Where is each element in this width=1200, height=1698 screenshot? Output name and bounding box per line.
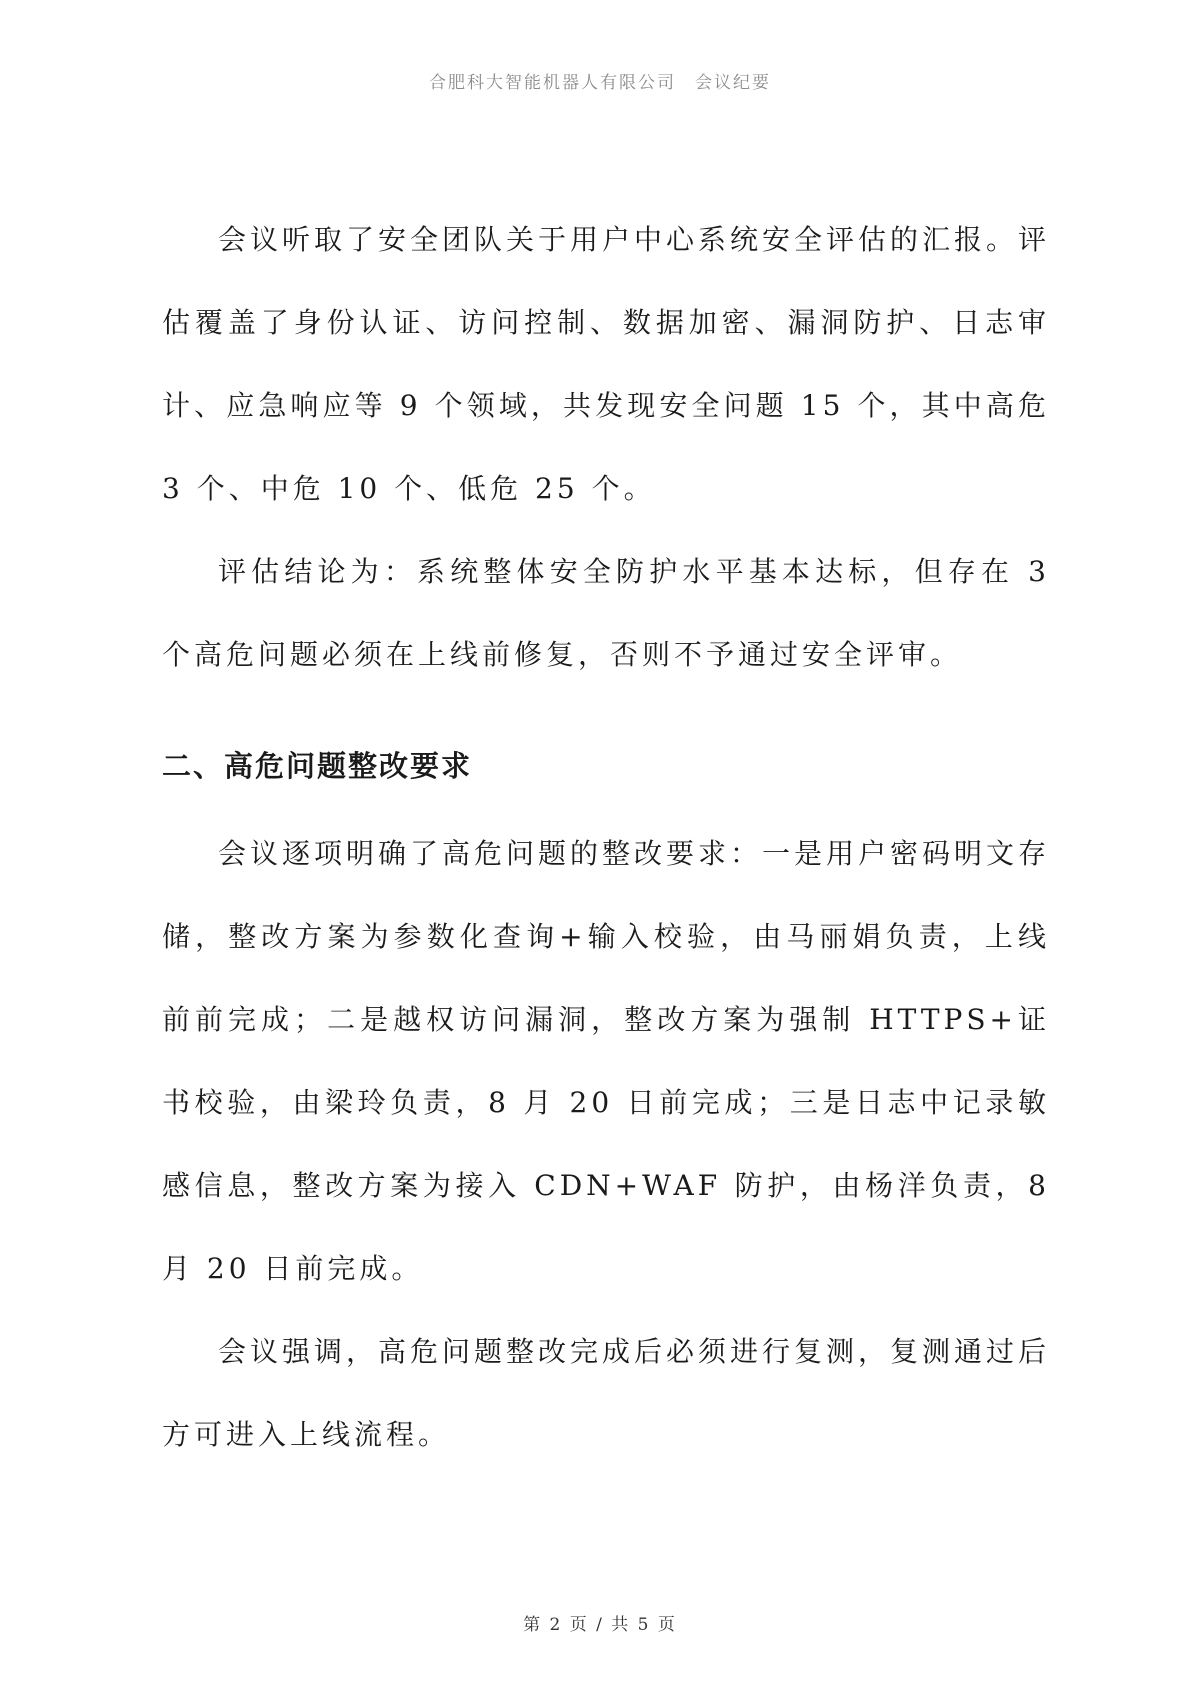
paragraph-assessment-report: 会议听取了安全团队关于用户中心系统安全评估的汇报。评估覆盖了身份认证、访问控制、数据加密、漏洞防护、日志审计、应急响应等 9 个领域，共发现安全问题 15 个，其中高危 3 个、中危 10 个、低危 25 个。 [162, 223, 1051, 505]
page-number: 第 2 页 / 共 5 页 [523, 1615, 677, 1635]
section-heading: 二、高危问题整改要求 [162, 749, 473, 783]
paragraph-remediation-requirements: 会议逐项明确了高危问题的整改要求：一是用户密码明文存储，整改方案为参数化查询+输入校验，由马丽娟负责，上线前前完成；二是越权访问漏洞，整改方案为强制 HTTPS+证书校验，由梁玲负责，8 月 20 日前完成；三是日志中记录敏感信息，整改方案为接入 CDN+WAF 防护，由杨洋负责，8 月 20 日前完成。 [162, 837, 1051, 1285]
page-header: 合肥科大智能机器人有限公司 会议纪要 [429, 73, 771, 93]
paragraph-retest-emphasis: 会议强调，高危问题整改完成后必须进行复测，复测通过后方可进入上线流程。 [162, 1335, 1051, 1451]
paragraph-assessment-conclusion: 评估结论为：系统整体安全防护水平基本达标，但存在 3 个高危问题必须在上线前修复，否则不予通过安全评审。 [162, 555, 1050, 671]
document-body [162, 198, 1050, 1476]
